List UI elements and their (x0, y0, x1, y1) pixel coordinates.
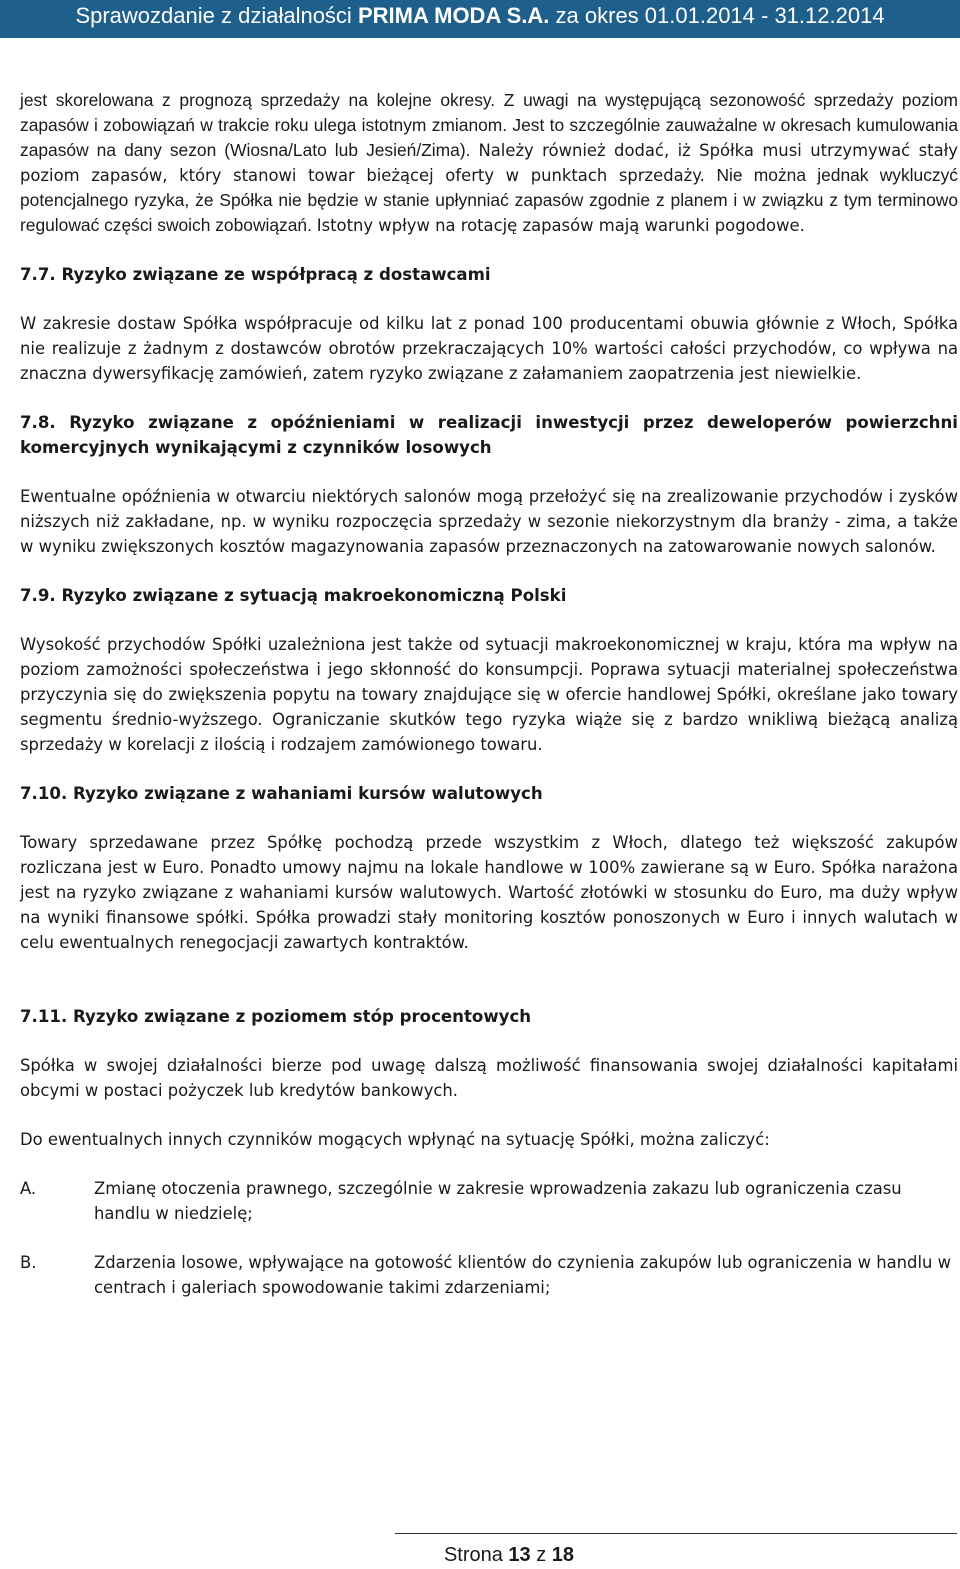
section-7-7-body: W zakresie dostaw Spółka współpracuje od kilku lat z ponad 100 producentami obuwia głównie z Włoch, Spółka nie realizuje z żadnym z dostawców obrotów przekraczających 10% wartości całości przychodów, co wpływa na znaczna dywersyfikację zamówień, zatem ryzyko związane z załamaniem zaopatrzenia jest niewielkie. (20, 314, 958, 383)
document-body (20, 88, 958, 1300)
list-item-label: B. (20, 1253, 37, 1272)
intro-text-2: Należy również dodać, iż Spółka musi utrzymywać stały poziom zapasów, który stanowi towar bieżącej oferty w punktach sprzedaży. (20, 141, 958, 185)
page-footer (0, 1541, 960, 1569)
section-7-7-heading: 7.7. Ryzyko związane ze współpracą z dostawcami (20, 265, 491, 284)
list-item-text: Zdarzenia losowe, wpływające na gotowość klientów do czynienia zakupów lub ograniczenia w handlu w centrach i galeriach spowodowanie takimi zdarzeniami; (94, 1253, 952, 1297)
section-7-11-heading: 7.11. Ryzyko związane z poziomem stóp procentowych (20, 1007, 532, 1026)
section-7-11-body: Spółka w swojej działalności bierze pod uwagę dalszą możliwość finansowania swojej działalności kapitałami obcymi w postaci pożyczek lub kredytów bankowych. (20, 1056, 958, 1100)
list-item (20, 1250, 958, 1300)
header-company: PRIMA MODA S.A. (357, 3, 550, 28)
section-7-8-heading: 7.8. Ryzyko związane z opóźnieniami w realizacji inwestycji przez deweloperów powierzchni komercyjnych wynikającymi z czynników losowych (20, 413, 958, 457)
section-7-9-body: Wysokość przychodów Spółki uzależniona jest także od sytuacji makroekonomicznej w kraju, która ma wpływ na poziom zamożności społeczeństwa i jego skłonność do konsumpcji. Poprawa sytuacji materialnej społeczeństwa przyczynia się do zwiększenia popytu na towary znajdujące się w ofercie handlowej Spółki, określane jako towary segmentu średnio-wyższego. Ograniczanie skutków tego ryzyka wiąże się z bardzo wnikliwą bieżącą analizą sprzedaży w korelacji z ilością i rodzajem zamówionego towaru. (20, 635, 958, 754)
list-item (20, 1176, 958, 1226)
header-prefix: Sprawozdanie z działalności (75, 3, 358, 28)
footer-divider (395, 1533, 957, 1534)
section-7-9-heading: 7.9. Ryzyko związane z sytuacją makroekonomiczną Polski (20, 586, 567, 605)
footer-strona: Strona (443, 1544, 509, 1566)
intro-text-4: Istotny wpływ na rotację zapasów mają warunki pogodowe. (316, 216, 805, 235)
intro-paragraph (20, 88, 958, 238)
header-period: za okres 01.01.2014 - 31.12.2014 (549, 3, 885, 28)
intro-text-1: jest skorelowana z prognozą sprzedaży na kolejne okresy. Z uwagi na występującą sezonowość sprzedaży poziom zapasów i zobowiązań w trakcie roku ulega istotnym zmianom. Jest to szczególnie zauważalne w okresach kumulowania zapasów na dany sezon (Wiosna/Lato lub Jesień/Zima). (20, 90, 958, 160)
list-item-label: A. (20, 1179, 37, 1198)
section-7-10-heading: 7.10. Ryzyko związane z wahaniami kursów walutowych (20, 784, 543, 803)
other-factors-intro: Do ewentualnych innych czynników mogących wpłynąć na sytuację Spółki, można zaliczyć: (20, 1130, 770, 1149)
intro-text-3: Nie można jednak wykluczyć potencjalnego ryzyka, że Spółka nie będzie w stanie upłynniać zapasów zgodnie z planem i w związku z tym terminowo regulować części swoich zobowiązań. (20, 165, 958, 235)
section-7-8-body: Ewentualne opóźnienia w otwarciu niektórych salonów mogą przełożyć się na zrealizowanie przychodów i zysków niższych niż zakładane, np. w wyniku rozpoczęcia sprzedaży w sezonie niekorzystnym dla branży - zima, a także w wyniku zwiększonych kosztów magazynowania zapasów przeznaczonych na zatowarowanie nowych salonów. (20, 487, 958, 556)
footer-sep: z (530, 1544, 552, 1566)
page-header (0, 0, 960, 38)
footer-page-number: 13 (508, 1544, 531, 1566)
footer-page-total: 18 (551, 1544, 575, 1566)
list-item-text: Zmianę otoczenia prawnego, szczególnie w zakresie wprowadzenia zakazu lub ograniczenia czasu handlu w niedzielę; (94, 1179, 902, 1223)
section-7-10-body: Towary sprzedawane przez Spółkę pochodzą przede wszystkim z Włoch, dlatego też większość zakupów rozliczana jest w Euro. Ponadto umowy najmu na lokale handlowe w 100% zawierane są w Euro. Spółka narażona jest na ryzyko związane z wahaniami kursów walutowych. Wartość złotówki w stosunku do Euro, ma duży wpływ na wyniki finansowe spółki. Spółka prowadzi stały monitoring kosztów ponoszonych w Euro i innych walutach w celu ewentualnych renegocjacji zawartych kontraktów. (20, 833, 958, 952)
